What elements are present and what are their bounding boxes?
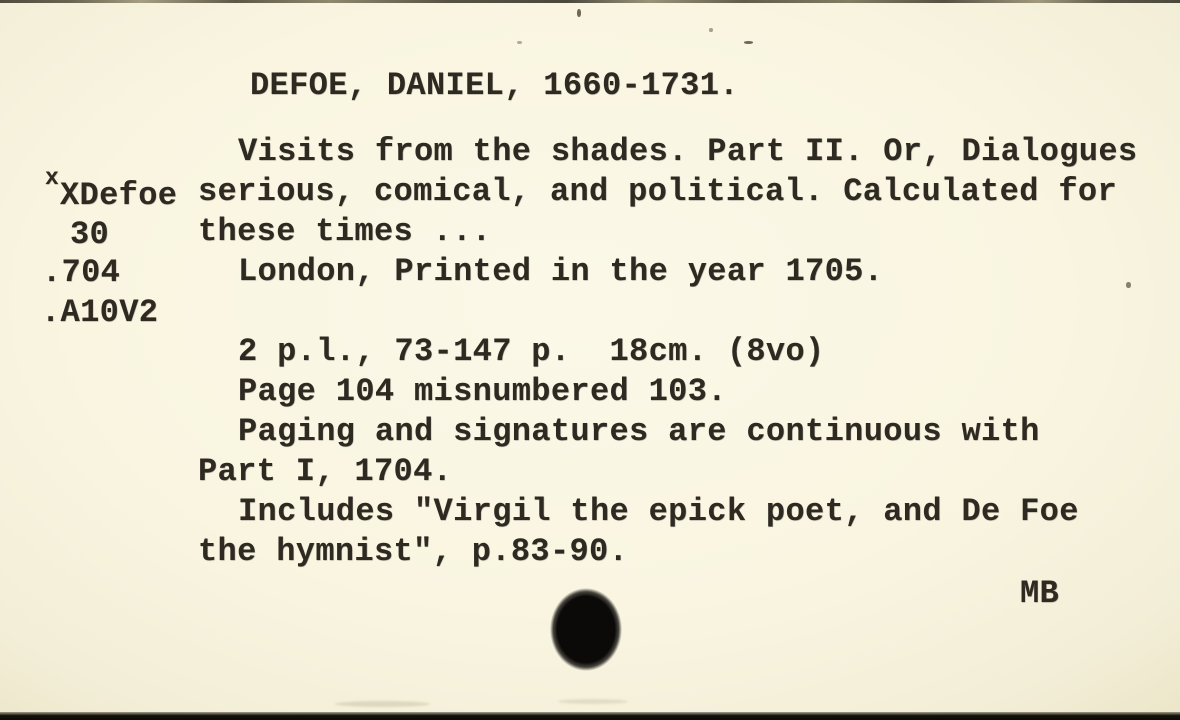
scan-smudge xyxy=(335,701,430,707)
body-line: Includes "Virgil the epick poet, and De Foe xyxy=(238,493,1079,530)
body-line: London, Printed in the year 1705. xyxy=(238,253,884,290)
punch-hole-dot xyxy=(550,588,622,671)
call-number-superscript: x xyxy=(45,165,60,191)
scan-bottom-edge xyxy=(0,712,1180,720)
ink-speck xyxy=(517,41,522,44)
ink-speck xyxy=(744,41,753,44)
body-line: these times ... xyxy=(198,213,492,250)
ink-speck xyxy=(1126,282,1131,288)
call-number-line: 30 xyxy=(70,216,110,253)
scan-smudge xyxy=(558,699,628,704)
scan-top-edge xyxy=(0,0,1180,3)
ink-speck xyxy=(709,28,713,32)
body-line: Paging and signatures are continuous with xyxy=(238,413,1040,450)
body-line: serious, comical, and political. Calculated for xyxy=(198,173,1117,210)
body-line: 2 p.l., 73-147 p. 18cm. (8vo) xyxy=(238,333,825,370)
ink-speck xyxy=(577,9,581,17)
body-line: the hymnist", p.83-90. xyxy=(198,533,629,570)
body-line: Part I, 1704. xyxy=(198,453,453,490)
body-line: Page 104 misnumbered 103. xyxy=(238,373,727,410)
heading-author: DEFOE, DANIEL, 1660-1731. xyxy=(250,67,739,104)
body-line: Visits from the shades. Part II. Or, Dialogues xyxy=(238,133,1138,170)
call-number-line: .A10V2 xyxy=(41,294,159,331)
cataloger-initials: MB xyxy=(1020,575,1060,612)
call-number-line: .704 xyxy=(42,254,121,291)
call-number-line: XDefoe xyxy=(60,177,178,214)
body-line-blank xyxy=(198,292,1137,332)
card-body xyxy=(198,132,1137,572)
